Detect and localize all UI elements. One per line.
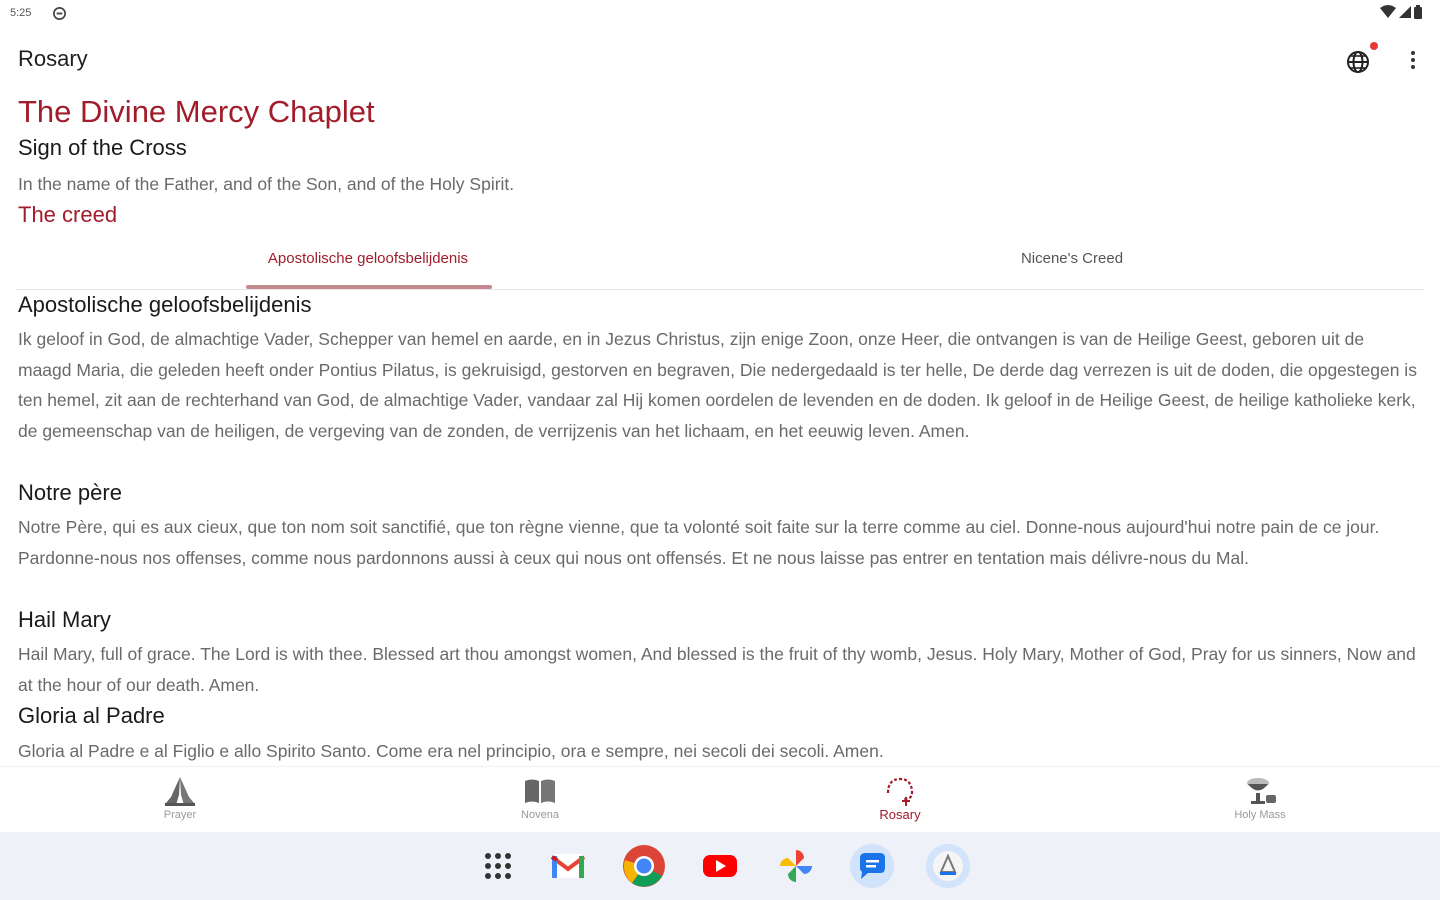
gmail-icon[interactable] (544, 842, 592, 890)
chrome-icon[interactable] (620, 842, 668, 890)
nav-item-novena[interactable] (360, 767, 720, 833)
section-heading: Gloria al Padre (18, 703, 165, 728)
notification-dot (1370, 42, 1378, 50)
creed-heading: The creed (18, 202, 118, 227)
app-title: Rosary (18, 46, 88, 71)
messages-icon[interactable] (848, 842, 896, 890)
rosary-app-icon[interactable] (924, 842, 972, 890)
nav-item-holy-mass[interactable] (1080, 767, 1440, 833)
main-content (0, 90, 1440, 766)
tab-label: Nicene's Creed (1020, 250, 1124, 267)
tab-indicator (246, 285, 492, 289)
nav-item-rosary[interactable] (720, 767, 1080, 833)
nav-label: Prayer (163, 809, 197, 821)
section-text: Ik geloof in God, de almachtige Vader, Schepper van hemel en aarde, en in Jezus Christus, zijn enige Zoon, onze Heer, die ontvangen is van de Heilige Geest, geboren uit de maagd Maria, die geleden heeft onder Pontius Pilatus, is gekruisigd, gestorven en begraven, Die nedergedaald is ter helle, De derde dag verrezen is uit de doden, die opgestegen is ten hemel, zit aan de rechterhand van God, de almachtige Vader, vandaar zal Hij komen oordelen de levenden en de doden. Ik geloof in de Heilige Geest, de heilige katholieke kerk, de gemeenschap van de heiligen, de vergeving van de zonden, de verrijzenis van het lichaam, en het eeuwig leven. Amen. (18, 329, 1417, 441)
creed-tabs (16, 240, 1424, 290)
nav-label: Novena (521, 809, 559, 821)
section-heading: Hail Mary (18, 607, 111, 632)
app-drawer-icon[interactable] (474, 842, 522, 890)
youtube-icon[interactable] (696, 842, 744, 890)
bottom-navigation (0, 766, 1440, 832)
app-bar (0, 38, 1440, 82)
tab-nicene-creed[interactable] (720, 240, 1424, 290)
battery-icon (1414, 5, 1422, 19)
nav-label: Rosary (879, 807, 921, 822)
section-text: Hail Mary, full of grace. The Lord is with thee. Blessed art thou amongst women, And blessed is the fruit of thy womb, Jesus. Holy Mary, Mother of God, Pray for us sinners, Now and at the hour of our death. Amen. (18, 644, 1416, 695)
status-bar (0, 0, 1440, 30)
do-not-disturb-icon (52, 6, 67, 21)
rosary-icon (882, 775, 918, 807)
section-heading: Notre père (18, 480, 122, 505)
status-time: 5:25 (10, 7, 32, 19)
signal-icon (1399, 5, 1411, 19)
chalice-icon (1242, 775, 1278, 807)
status-indicators (1380, 5, 1422, 19)
sign-of-cross-heading: Sign of the Cross (18, 135, 187, 160)
more-options-icon[interactable] (1402, 46, 1424, 74)
section-text: Gloria al Padre e al Figlio e allo Spirito Santo. Come era nel principio, ora e sempre, nei secoli dei secoli. Amen. (18, 741, 884, 761)
open-book-icon (522, 775, 558, 807)
page-title: The Divine Mercy Chaplet (18, 94, 375, 129)
tab-label: Apostolische geloofsbelijdenis (267, 250, 469, 267)
section-heading: Apostolische geloofsbelijdenis (18, 292, 312, 317)
photos-icon[interactable] (772, 842, 820, 890)
wifi-icon (1380, 5, 1396, 19)
praying-hands-icon (162, 775, 198, 807)
section-text: Notre Père, qui es aux cieux, que ton nom soit sanctifié, que ton règne vienne, que ta volonté soit faite sur la terre comme au ciel. Donne-nous aujourd'hui notre pain de ce jour. Pardonne-nous nos offenses, comme nous pardonnons aussi à ceux qui nous ont offensés. Et ne nous laisse pas entrer en tentation mais délivre-nous du Mal. (18, 517, 1380, 568)
system-dock (0, 832, 1440, 900)
sign-of-cross-text: In the name of the Father, and of the Son, and of the Holy Spirit. (18, 174, 515, 194)
tab-apostolische[interactable] (16, 240, 720, 290)
nav-label: Holy Mass (1234, 809, 1286, 821)
nav-item-prayer[interactable] (0, 767, 360, 833)
